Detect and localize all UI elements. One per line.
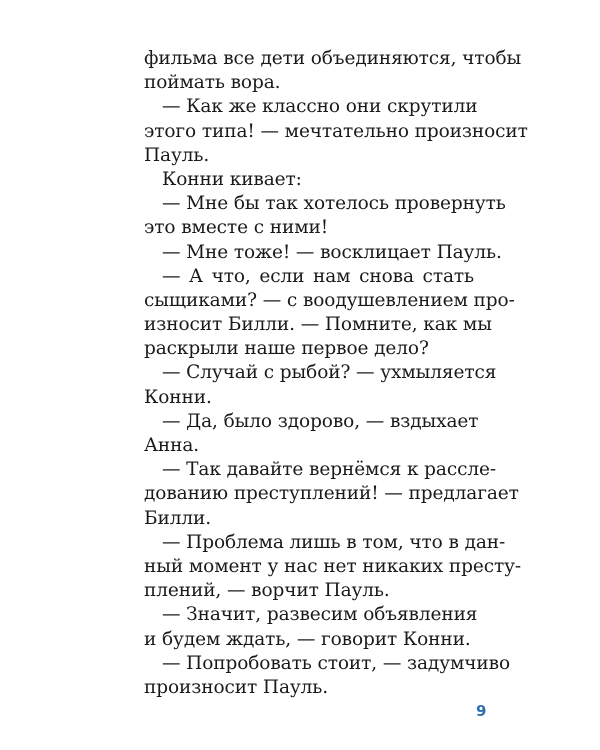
text-line: — Проблема лишь в том, что в дан- (162, 531, 506, 553)
text-line: произносит Пауль. (144, 676, 329, 698)
page-number: 9 (476, 702, 487, 720)
text-line: плений, — ворчит Пауль. (144, 580, 390, 602)
text-line: раскрыли наше первое дело? (144, 338, 429, 360)
text-line: — Так давайте вернёмся к рассле- (162, 459, 497, 481)
text-line: Пауль. (144, 144, 210, 166)
text-line: Конни. (144, 386, 212, 408)
text-line: фильма все дети объединяются, чтобы (144, 48, 522, 69)
page-text (144, 47, 528, 700)
text-line: Конни кивает: (162, 168, 302, 190)
text-line: — Попробовать стоит, — задумчиво (162, 652, 511, 674)
text-line: это вместе с ними! (144, 217, 329, 239)
text-line: — Мне тоже! — восклицает Пауль. (162, 241, 502, 263)
text-line: Анна. (144, 435, 200, 456)
text-line: поймать вора. (144, 72, 281, 94)
text-line: износит Билли. — Помните, как мы (144, 314, 492, 336)
text-line: — Как же классно они скрутили (162, 96, 478, 118)
text-line: ный момент у нас нет никаких престу- (144, 555, 522, 577)
text-line: Билли. (144, 507, 212, 529)
text-line: и будем ждать, — говорит Конни. (144, 628, 471, 650)
text-line: — Случай с рыбой? — ухмыляется (162, 362, 497, 384)
text-line: — Да, было здорово, — вздыхает (162, 410, 479, 432)
text-line: — А что, если нам снова стать (162, 265, 474, 287)
text-line: — Мне бы так хотелось провернуть (162, 193, 506, 215)
text-line: сыщиками? — с воодушевлением про- (144, 289, 515, 311)
text-line: — Значит, развесим объявления (162, 604, 478, 626)
text-line: этого типа! — мечтательно произносит (144, 120, 528, 142)
text-line: дованию преступлений! — предлагает (144, 483, 519, 505)
